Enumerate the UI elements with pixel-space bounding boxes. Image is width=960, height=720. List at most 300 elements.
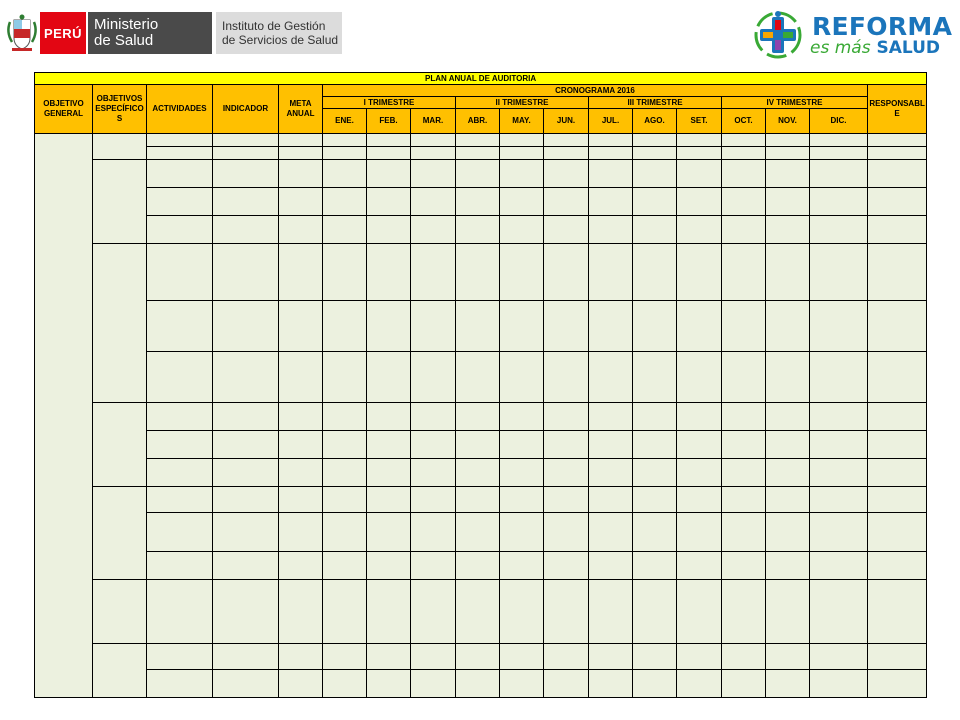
table-cell[interactable] bbox=[456, 487, 500, 513]
table-row bbox=[35, 670, 927, 698]
table-cell[interactable] bbox=[544, 670, 589, 698]
table-cell[interactable] bbox=[411, 188, 456, 216]
table-cell[interactable] bbox=[810, 216, 868, 244]
table-cell[interactable] bbox=[766, 670, 810, 698]
table-cell[interactable] bbox=[544, 459, 589, 487]
table-cell[interactable] bbox=[367, 301, 411, 352]
table-cell[interactable] bbox=[633, 188, 677, 216]
table-cell[interactable] bbox=[766, 487, 810, 513]
table-cell[interactable] bbox=[810, 459, 868, 487]
col-month-mar: MAR. bbox=[411, 109, 456, 134]
table-cell[interactable] bbox=[589, 644, 633, 670]
table-cell[interactable] bbox=[868, 244, 927, 301]
table-cell[interactable] bbox=[500, 670, 544, 698]
objetivo-especifico-cell[interactable] bbox=[93, 134, 147, 160]
table-cell[interactable] bbox=[500, 352, 544, 403]
table-cell[interactable] bbox=[500, 244, 544, 301]
table-cell[interactable] bbox=[677, 431, 722, 459]
table-cell[interactable] bbox=[544, 301, 589, 352]
table-cell[interactable] bbox=[633, 431, 677, 459]
table-cell[interactable] bbox=[677, 670, 722, 698]
table-cell[interactable] bbox=[868, 301, 927, 352]
table-cell[interactable] bbox=[766, 580, 810, 644]
table-cell[interactable] bbox=[147, 160, 213, 188]
table-cell[interactable] bbox=[722, 431, 766, 459]
table-cell[interactable] bbox=[147, 134, 213, 147]
table-cell[interactable] bbox=[722, 216, 766, 244]
table-cell[interactable] bbox=[589, 487, 633, 513]
table-cell[interactable] bbox=[367, 244, 411, 301]
table-cell[interactable] bbox=[544, 160, 589, 188]
table-cell[interactable] bbox=[279, 134, 323, 147]
table-cell[interactable] bbox=[367, 188, 411, 216]
objetivo-especifico-cell[interactable] bbox=[93, 644, 147, 698]
table-cell[interactable] bbox=[677, 147, 722, 160]
table-cell[interactable] bbox=[810, 431, 868, 459]
reforma-logo bbox=[748, 8, 953, 62]
audit-plan-table bbox=[34, 72, 926, 698]
table-cell[interactable] bbox=[367, 134, 411, 147]
table-cell[interactable] bbox=[810, 244, 868, 301]
table-cell[interactable] bbox=[411, 513, 456, 552]
table-cell[interactable] bbox=[868, 160, 927, 188]
table-cell[interactable] bbox=[633, 352, 677, 403]
table-cell[interactable] bbox=[544, 580, 589, 644]
table-cell[interactable] bbox=[279, 580, 323, 644]
table-cell[interactable] bbox=[411, 552, 456, 580]
col-cronograma: CRONOGRAMA 2016 bbox=[323, 85, 868, 97]
table-cell[interactable] bbox=[633, 134, 677, 147]
table-cell[interactable] bbox=[722, 487, 766, 513]
table-cell[interactable] bbox=[456, 216, 500, 244]
table-cell[interactable] bbox=[500, 147, 544, 160]
table-cell[interactable] bbox=[456, 670, 500, 698]
table-cell[interactable] bbox=[411, 644, 456, 670]
table-cell[interactable] bbox=[323, 216, 367, 244]
table-cell[interactable] bbox=[633, 403, 677, 431]
table-cell[interactable] bbox=[722, 244, 766, 301]
table-cell[interactable] bbox=[868, 352, 927, 403]
table-cell[interactable] bbox=[868, 513, 927, 552]
table-cell[interactable] bbox=[147, 352, 213, 403]
table-cell[interactable] bbox=[810, 134, 868, 147]
table-cell[interactable] bbox=[589, 459, 633, 487]
table-cell[interactable] bbox=[868, 670, 927, 698]
table-cell[interactable] bbox=[213, 644, 279, 670]
table-cell[interactable] bbox=[677, 403, 722, 431]
table-cell[interactable] bbox=[213, 513, 279, 552]
table-cell[interactable] bbox=[213, 670, 279, 698]
table-cell[interactable] bbox=[411, 403, 456, 431]
table-cell[interactable] bbox=[367, 403, 411, 431]
table-cell[interactable] bbox=[589, 160, 633, 188]
table-cell[interactable] bbox=[411, 301, 456, 352]
table-cell[interactable] bbox=[677, 487, 722, 513]
table-cell[interactable] bbox=[456, 644, 500, 670]
table-cell[interactable] bbox=[147, 188, 213, 216]
table-cell[interactable] bbox=[589, 244, 633, 301]
table-cell[interactable] bbox=[500, 188, 544, 216]
table-cell[interactable] bbox=[544, 188, 589, 216]
table-cell[interactable] bbox=[868, 147, 927, 160]
table-cell[interactable] bbox=[456, 301, 500, 352]
table-cell[interactable] bbox=[633, 216, 677, 244]
table-cell[interactable] bbox=[766, 552, 810, 580]
table-cell[interactable] bbox=[633, 552, 677, 580]
table-cell[interactable] bbox=[213, 431, 279, 459]
col-month-oct: OCT. bbox=[722, 109, 766, 134]
table-cell[interactable] bbox=[677, 459, 722, 487]
table-cell[interactable] bbox=[279, 670, 323, 698]
col-month-feb: FEB. bbox=[367, 109, 411, 134]
table-cell[interactable] bbox=[213, 352, 279, 403]
table-cell[interactable] bbox=[147, 147, 213, 160]
table-cell[interactable] bbox=[544, 216, 589, 244]
table-cell[interactable] bbox=[868, 216, 927, 244]
table-cell[interactable] bbox=[868, 431, 927, 459]
table-cell[interactable] bbox=[500, 513, 544, 552]
table-cell[interactable] bbox=[323, 644, 367, 670]
table-cell[interactable] bbox=[633, 147, 677, 160]
table-cell[interactable] bbox=[411, 134, 456, 147]
table-cell[interactable] bbox=[367, 644, 411, 670]
table-cell[interactable] bbox=[677, 244, 722, 301]
col-meta-anual: META ANUAL bbox=[279, 85, 323, 134]
table-cell[interactable] bbox=[810, 552, 868, 580]
table-cell[interactable] bbox=[367, 487, 411, 513]
table-cell[interactable] bbox=[810, 403, 868, 431]
table-cell[interactable] bbox=[722, 670, 766, 698]
table-cell[interactable] bbox=[411, 352, 456, 403]
table-cell[interactable] bbox=[722, 513, 766, 552]
table-cell[interactable] bbox=[766, 513, 810, 552]
table-cell[interactable] bbox=[500, 160, 544, 188]
table-cell[interactable] bbox=[677, 352, 722, 403]
table-cell[interactable] bbox=[500, 459, 544, 487]
table-cell[interactable] bbox=[766, 147, 810, 160]
table-cell[interactable] bbox=[323, 403, 367, 431]
table-cell[interactable] bbox=[722, 147, 766, 160]
table-cell[interactable] bbox=[147, 580, 213, 644]
table-cell[interactable] bbox=[367, 552, 411, 580]
table-cell[interactable] bbox=[589, 431, 633, 459]
table-cell[interactable] bbox=[323, 552, 367, 580]
table-cell[interactable] bbox=[411, 580, 456, 644]
table-cell[interactable] bbox=[213, 216, 279, 244]
table-cell[interactable] bbox=[868, 552, 927, 580]
objetivo-especifico-cell[interactable] bbox=[93, 487, 147, 580]
table-cell[interactable] bbox=[279, 487, 323, 513]
table-cell[interactable] bbox=[766, 431, 810, 459]
table-cell[interactable] bbox=[544, 244, 589, 301]
table-cell[interactable] bbox=[367, 147, 411, 160]
table-cell[interactable] bbox=[279, 352, 323, 403]
table-cell[interactable] bbox=[279, 513, 323, 552]
table-cell[interactable] bbox=[633, 644, 677, 670]
table-cell[interactable] bbox=[456, 160, 500, 188]
table-cell[interactable] bbox=[677, 513, 722, 552]
table-cell[interactable] bbox=[213, 188, 279, 216]
table-cell[interactable] bbox=[589, 403, 633, 431]
table-cell[interactable] bbox=[810, 580, 868, 644]
table-cell[interactable] bbox=[868, 644, 927, 670]
table-cell[interactable] bbox=[323, 160, 367, 188]
table-cell[interactable] bbox=[213, 580, 279, 644]
table-cell[interactable] bbox=[589, 216, 633, 244]
table-cell[interactable] bbox=[323, 431, 367, 459]
table-cell[interactable] bbox=[279, 301, 323, 352]
table-cell[interactable] bbox=[589, 513, 633, 552]
table-cell[interactable] bbox=[500, 487, 544, 513]
table-cell[interactable] bbox=[147, 216, 213, 244]
table-cell[interactable] bbox=[279, 552, 323, 580]
table-cell[interactable] bbox=[279, 244, 323, 301]
table-cell[interactable] bbox=[323, 188, 367, 216]
table-cell[interactable] bbox=[279, 431, 323, 459]
table-cell[interactable] bbox=[367, 352, 411, 403]
objetivo-especifico-cell[interactable] bbox=[93, 580, 147, 644]
col-month-may: MAY. bbox=[500, 109, 544, 134]
table-cell[interactable] bbox=[500, 216, 544, 244]
table-cell[interactable] bbox=[722, 301, 766, 352]
table-cell[interactable] bbox=[213, 459, 279, 487]
table-cell[interactable] bbox=[868, 459, 927, 487]
table-cell[interactable] bbox=[810, 160, 868, 188]
col-indicador: INDICADOR bbox=[213, 85, 279, 134]
table-cell[interactable] bbox=[147, 644, 213, 670]
table-row bbox=[35, 301, 927, 352]
col-trimestre-3: III TRIMESTRE bbox=[589, 97, 722, 109]
table-cell[interactable] bbox=[323, 352, 367, 403]
table-cell[interactable] bbox=[213, 552, 279, 580]
table-cell[interactable] bbox=[323, 459, 367, 487]
table-cell[interactable] bbox=[279, 188, 323, 216]
table-cell[interactable] bbox=[677, 160, 722, 188]
table-cell[interactable] bbox=[147, 301, 213, 352]
table-cell[interactable] bbox=[456, 580, 500, 644]
table-cell[interactable] bbox=[810, 301, 868, 352]
table-cell[interactable] bbox=[456, 459, 500, 487]
table-cell[interactable] bbox=[456, 134, 500, 147]
table-cell[interactable] bbox=[633, 487, 677, 513]
government-logo bbox=[4, 12, 342, 54]
table-cell[interactable] bbox=[810, 188, 868, 216]
table-cell[interactable] bbox=[589, 670, 633, 698]
table-cell[interactable] bbox=[411, 147, 456, 160]
table-cell[interactable] bbox=[677, 580, 722, 644]
table-cell[interactable] bbox=[544, 487, 589, 513]
objetivo-general-cell[interactable] bbox=[35, 134, 93, 698]
table-cell[interactable] bbox=[147, 459, 213, 487]
table-cell[interactable] bbox=[633, 459, 677, 487]
table-cell[interactable] bbox=[367, 670, 411, 698]
table-cell[interactable] bbox=[367, 216, 411, 244]
table-cell[interactable] bbox=[367, 160, 411, 188]
table-cell[interactable] bbox=[868, 487, 927, 513]
table-cell[interactable] bbox=[766, 301, 810, 352]
table-cell[interactable] bbox=[589, 552, 633, 580]
table-cell[interactable] bbox=[544, 513, 589, 552]
table-cell[interactable] bbox=[367, 513, 411, 552]
table-cell[interactable] bbox=[810, 644, 868, 670]
table-cell[interactable] bbox=[544, 147, 589, 160]
table-cell[interactable] bbox=[500, 134, 544, 147]
table-cell[interactable] bbox=[677, 216, 722, 244]
table-cell[interactable] bbox=[456, 352, 500, 403]
col-actividades: ACTIVIDADES bbox=[147, 85, 213, 134]
table-cell[interactable] bbox=[633, 670, 677, 698]
table-cell[interactable] bbox=[544, 644, 589, 670]
table-cell[interactable] bbox=[367, 580, 411, 644]
table-cell[interactable] bbox=[411, 244, 456, 301]
table-cell[interactable] bbox=[766, 352, 810, 403]
table-cell[interactable] bbox=[279, 644, 323, 670]
objetivo-especifico-cell[interactable] bbox=[93, 244, 147, 403]
table-cell[interactable] bbox=[279, 147, 323, 160]
table-cell[interactable] bbox=[766, 644, 810, 670]
objetivo-especifico-cell[interactable] bbox=[93, 403, 147, 487]
table-cell[interactable] bbox=[766, 188, 810, 216]
table-cell[interactable] bbox=[677, 644, 722, 670]
table-cell[interactable] bbox=[500, 403, 544, 431]
table-cell[interactable] bbox=[147, 431, 213, 459]
table-cell[interactable] bbox=[456, 431, 500, 459]
col-month-ene: ENE. bbox=[323, 109, 367, 134]
table-cell[interactable] bbox=[323, 513, 367, 552]
table-cell[interactable] bbox=[213, 244, 279, 301]
table-cell[interactable] bbox=[589, 352, 633, 403]
table-cell[interactable] bbox=[544, 552, 589, 580]
table-cell[interactable] bbox=[147, 552, 213, 580]
table-cell[interactable] bbox=[722, 134, 766, 147]
table-cell[interactable] bbox=[722, 352, 766, 403]
table-cell[interactable] bbox=[147, 244, 213, 301]
table-cell[interactable] bbox=[810, 147, 868, 160]
table-cell[interactable] bbox=[456, 403, 500, 431]
table-cell[interactable] bbox=[589, 580, 633, 644]
table-cell[interactable] bbox=[722, 459, 766, 487]
table-cell[interactable] bbox=[456, 513, 500, 552]
table-cell[interactable] bbox=[147, 513, 213, 552]
table-cell[interactable] bbox=[500, 431, 544, 459]
table-cell[interactable] bbox=[868, 580, 927, 644]
table-cell[interactable] bbox=[500, 580, 544, 644]
table-cell[interactable] bbox=[810, 352, 868, 403]
table-cell[interactable] bbox=[323, 487, 367, 513]
table-cell[interactable] bbox=[633, 160, 677, 188]
table-cell[interactable] bbox=[766, 134, 810, 147]
table-cell[interactable] bbox=[589, 134, 633, 147]
table-cell[interactable] bbox=[544, 352, 589, 403]
table-cell[interactable] bbox=[500, 644, 544, 670]
table-row bbox=[35, 188, 927, 216]
reforma-subtitle: es más SALUD bbox=[810, 38, 941, 58]
table-cell[interactable] bbox=[411, 459, 456, 487]
table-row bbox=[35, 403, 927, 431]
table-cell[interactable] bbox=[722, 160, 766, 188]
table-cell[interactable] bbox=[544, 134, 589, 147]
table-cell[interactable] bbox=[810, 487, 868, 513]
table-cell[interactable] bbox=[367, 459, 411, 487]
table-cell[interactable] bbox=[677, 301, 722, 352]
table-cell[interactable] bbox=[411, 670, 456, 698]
table-cell[interactable] bbox=[868, 403, 927, 431]
table-cell[interactable] bbox=[367, 431, 411, 459]
table-cell[interactable] bbox=[766, 160, 810, 188]
table-cell[interactable] bbox=[456, 244, 500, 301]
table-cell[interactable] bbox=[810, 513, 868, 552]
table-cell[interactable] bbox=[544, 403, 589, 431]
table-cell[interactable] bbox=[279, 216, 323, 244]
table-cell[interactable] bbox=[766, 244, 810, 301]
table-cell[interactable] bbox=[544, 431, 589, 459]
table-cell[interactable] bbox=[147, 670, 213, 698]
table-cell[interactable] bbox=[500, 552, 544, 580]
table-row bbox=[35, 644, 927, 670]
table-cell[interactable] bbox=[213, 147, 279, 160]
table-cell[interactable] bbox=[456, 552, 500, 580]
table-cell[interactable] bbox=[411, 160, 456, 188]
table-cell[interactable] bbox=[213, 487, 279, 513]
table-cell[interactable] bbox=[456, 147, 500, 160]
table-cell[interactable] bbox=[213, 160, 279, 188]
table-cell[interactable] bbox=[722, 188, 766, 216]
table-cell[interactable] bbox=[633, 301, 677, 352]
table-cell[interactable] bbox=[411, 431, 456, 459]
table-cell[interactable] bbox=[213, 403, 279, 431]
col-month-jun: JUN. bbox=[544, 109, 589, 134]
table-cell[interactable] bbox=[279, 459, 323, 487]
table-cell[interactable] bbox=[500, 301, 544, 352]
table-cell[interactable] bbox=[677, 134, 722, 147]
table-cell[interactable] bbox=[633, 244, 677, 301]
table-cell[interactable] bbox=[323, 301, 367, 352]
table-cell[interactable] bbox=[810, 670, 868, 698]
table-cell[interactable] bbox=[722, 580, 766, 644]
table-cell[interactable] bbox=[323, 670, 367, 698]
table-cell[interactable] bbox=[677, 552, 722, 580]
table-cell[interactable] bbox=[766, 459, 810, 487]
table-cell[interactable] bbox=[677, 188, 722, 216]
table-cell[interactable] bbox=[589, 188, 633, 216]
table-cell[interactable] bbox=[722, 552, 766, 580]
table-cell[interactable] bbox=[147, 487, 213, 513]
table-cell[interactable] bbox=[633, 580, 677, 644]
table-cell[interactable] bbox=[213, 301, 279, 352]
table-cell[interactable] bbox=[411, 216, 456, 244]
table-cell[interactable] bbox=[323, 580, 367, 644]
table-cell[interactable] bbox=[868, 134, 927, 147]
table-cell[interactable] bbox=[722, 403, 766, 431]
table-cell[interactable] bbox=[722, 644, 766, 670]
table-cell[interactable] bbox=[411, 487, 456, 513]
objetivo-especifico-cell[interactable] bbox=[93, 160, 147, 244]
table-cell[interactable] bbox=[213, 134, 279, 147]
table-cell[interactable] bbox=[766, 216, 810, 244]
table-cell[interactable] bbox=[279, 403, 323, 431]
table-cell[interactable] bbox=[323, 244, 367, 301]
table-cell[interactable] bbox=[589, 147, 633, 160]
table-cell[interactable] bbox=[279, 160, 323, 188]
table-cell[interactable] bbox=[868, 188, 927, 216]
table-cell[interactable] bbox=[323, 134, 367, 147]
table-cell[interactable] bbox=[147, 403, 213, 431]
table-cell[interactable] bbox=[589, 301, 633, 352]
table-cell[interactable] bbox=[323, 147, 367, 160]
table-cell[interactable] bbox=[456, 188, 500, 216]
table-cell[interactable] bbox=[633, 513, 677, 552]
table-cell[interactable] bbox=[766, 403, 810, 431]
